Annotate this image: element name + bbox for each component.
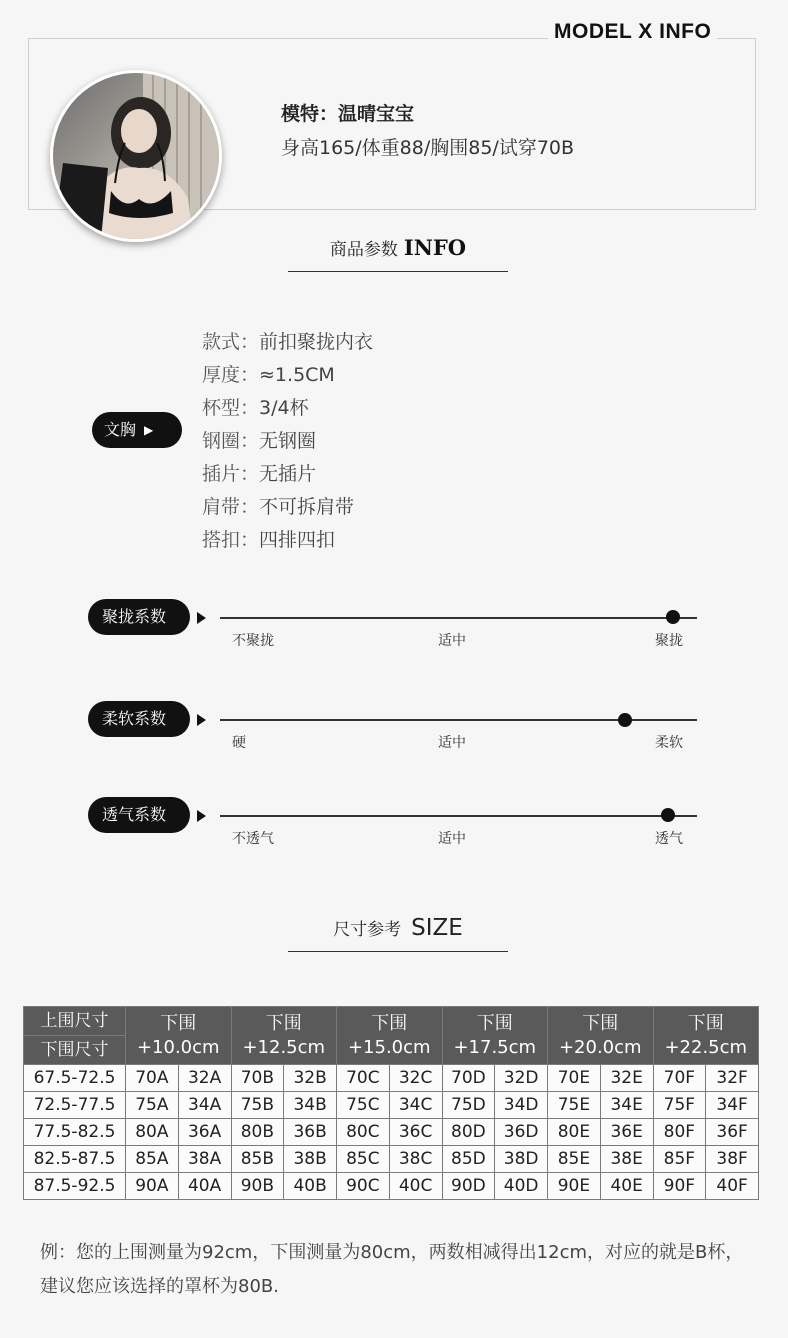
range-cell: 87.5-92.5	[24, 1173, 126, 1200]
scale-mid-label: 适中	[438, 735, 466, 751]
scale-left-label: 硬	[232, 735, 246, 751]
spec-row: 搭扣：四排四扣	[202, 529, 336, 551]
size-cell: 85C	[337, 1146, 390, 1173]
product-heading-cn: 商品参数	[329, 240, 398, 260]
size-heading	[288, 910, 508, 952]
size-cell: 40D	[495, 1173, 548, 1200]
scale-left-label: 不透气	[232, 831, 274, 847]
table-row	[24, 1092, 759, 1119]
model-info-title: MODEL X INFO	[548, 20, 717, 44]
size-cell: 70F	[653, 1065, 706, 1092]
column-header: 下围 +10.0cm	[126, 1007, 232, 1065]
spec-row: 杯型：3/4杯	[202, 397, 309, 419]
size-cell: 34A	[178, 1092, 231, 1119]
size-cell: 75A	[126, 1092, 179, 1119]
spec-row: 钢圈：无钢圈	[202, 430, 317, 452]
column-header: 下围 +12.5cm	[231, 1007, 337, 1065]
range-cell: 67.5-72.5	[24, 1065, 126, 1092]
scale-right-label: 透气	[655, 831, 683, 847]
scale-mid-label: 适中	[438, 831, 466, 847]
size-cell: 75D	[442, 1092, 495, 1119]
size-example-note: 例：您的上围测量为92cm，下围测量为80cm，两数相减得出12cm，对应的就是B杯，建议您应该选择的罩杯为80B.	[40, 1242, 744, 1297]
size-cell: 80F	[653, 1119, 706, 1146]
size-cell: 80B	[231, 1119, 284, 1146]
size-cell: 34E	[600, 1092, 653, 1119]
product-heading-en: INFO	[403, 235, 467, 260]
spec-list	[202, 326, 373, 557]
range-cell: 72.5-77.5	[24, 1092, 126, 1119]
size-cell: 32D	[495, 1065, 548, 1092]
size-cell: 90E	[548, 1173, 601, 1200]
spec-row: 厚度：≈1.5CM	[202, 364, 335, 386]
size-cell: 80D	[442, 1119, 495, 1146]
size-cell: 80C	[337, 1119, 390, 1146]
size-cell: 90A	[126, 1173, 179, 1200]
size-cell: 90D	[442, 1173, 495, 1200]
size-cell: 90B	[231, 1173, 284, 1200]
scale-line	[220, 617, 697, 619]
size-cell: 40F	[706, 1173, 759, 1200]
size-heading-en: SIZE	[411, 915, 463, 941]
corner-top-header: 上围尺寸	[24, 1007, 126, 1036]
size-cell: 90F	[653, 1173, 706, 1200]
column-header: 下围 +17.5cm	[442, 1007, 548, 1065]
scale-arrow-icon	[197, 810, 206, 822]
size-cell: 36D	[495, 1119, 548, 1146]
size-cell: 85B	[231, 1146, 284, 1173]
size-cell: 70E	[548, 1065, 601, 1092]
spec-row: 肩带：不可拆肩带	[202, 496, 355, 518]
size-cell: 40C	[389, 1173, 442, 1200]
size-cell: 75F	[653, 1092, 706, 1119]
product-info-heading	[288, 230, 508, 272]
size-cell: 34F	[706, 1092, 759, 1119]
scale-pill: 柔软系数	[88, 701, 190, 737]
scale-line	[220, 815, 697, 817]
size-cell: 85A	[126, 1146, 179, 1173]
heading-rule	[288, 271, 508, 273]
size-cell: 40B	[284, 1173, 337, 1200]
size-cell: 38F	[706, 1146, 759, 1173]
size-cell: 90C	[337, 1173, 390, 1200]
size-cell: 36B	[284, 1119, 337, 1146]
size-cell: 34D	[495, 1092, 548, 1119]
scale-arrow-icon	[197, 612, 206, 624]
size-cell: 85E	[548, 1146, 601, 1173]
spec-row: 款式：前扣聚拢内衣	[202, 331, 374, 353]
range-cell: 77.5-82.5	[24, 1119, 126, 1146]
size-cell: 32E	[600, 1065, 653, 1092]
size-cell: 36F	[706, 1119, 759, 1146]
size-cell: 75B	[231, 1092, 284, 1119]
table-row	[24, 1119, 759, 1146]
column-header: 下围 +22.5cm	[653, 1007, 759, 1065]
scale-right-label: 聚拢	[655, 633, 683, 649]
model-name: 模特：温晴宝宝	[281, 103, 415, 125]
size-cell: 85D	[442, 1146, 495, 1173]
size-cell: 70C	[337, 1065, 390, 1092]
size-cell: 40E	[600, 1173, 653, 1200]
bra-pill	[92, 412, 182, 448]
heading-rule	[288, 951, 508, 953]
size-cell: 32A	[178, 1065, 231, 1092]
size-cell: 38C	[389, 1146, 442, 1173]
scale-right-label: 柔软	[655, 735, 683, 751]
scale-indicator	[618, 713, 632, 727]
size-cell: 85F	[653, 1146, 706, 1173]
model-stats: 身高165/体重88/胸围85/试穿70B	[281, 137, 575, 159]
size-cell: 32F	[706, 1065, 759, 1092]
size-cell: 80E	[548, 1119, 601, 1146]
size-cell: 70D	[442, 1065, 495, 1092]
size-cell: 80A	[126, 1119, 179, 1146]
size-cell: 36A	[178, 1119, 231, 1146]
size-cell: 40A	[178, 1173, 231, 1200]
size-cell: 36E	[600, 1119, 653, 1146]
size-cell: 32B	[284, 1065, 337, 1092]
table-row	[24, 1173, 759, 1200]
size-cell: 36C	[389, 1119, 442, 1146]
size-cell: 75C	[337, 1092, 390, 1119]
scale-pill: 透气系数	[88, 797, 190, 833]
size-cell: 38B	[284, 1146, 337, 1173]
size-cell: 38A	[178, 1146, 231, 1173]
spec-row: 插片：无插片	[202, 463, 317, 485]
size-heading-cn: 尺寸参考	[333, 920, 402, 940]
scale-mid-label: 适中	[438, 633, 466, 649]
scale-left-label: 不聚拢	[232, 633, 274, 649]
column-header: 下围 +15.0cm	[337, 1007, 443, 1065]
size-cell: 32C	[389, 1065, 442, 1092]
range-cell: 82.5-87.5	[24, 1146, 126, 1173]
size-cell: 38D	[495, 1146, 548, 1173]
model-avatar	[50, 70, 222, 242]
scale-arrow-icon	[197, 714, 206, 726]
size-cell: 70A	[126, 1065, 179, 1092]
scale-pill: 聚拢系数	[88, 599, 190, 635]
size-cell: 38E	[600, 1146, 653, 1173]
size-cell: 34B	[284, 1092, 337, 1119]
model-photo	[53, 73, 219, 239]
size-cell: 75E	[548, 1092, 601, 1119]
scale-indicator	[661, 808, 675, 822]
scale-indicator	[666, 610, 680, 624]
table-row	[24, 1065, 759, 1092]
size-cell: 70B	[231, 1065, 284, 1092]
size-table	[23, 1006, 759, 1200]
bra-label: 文胸	[104, 420, 137, 439]
corner-bottom-header: 下围尺寸	[24, 1036, 126, 1065]
play-arrow-icon: ▶	[144, 423, 154, 437]
table-row	[24, 1146, 759, 1173]
column-header: 下围 +20.0cm	[548, 1007, 654, 1065]
size-cell: 34C	[389, 1092, 442, 1119]
